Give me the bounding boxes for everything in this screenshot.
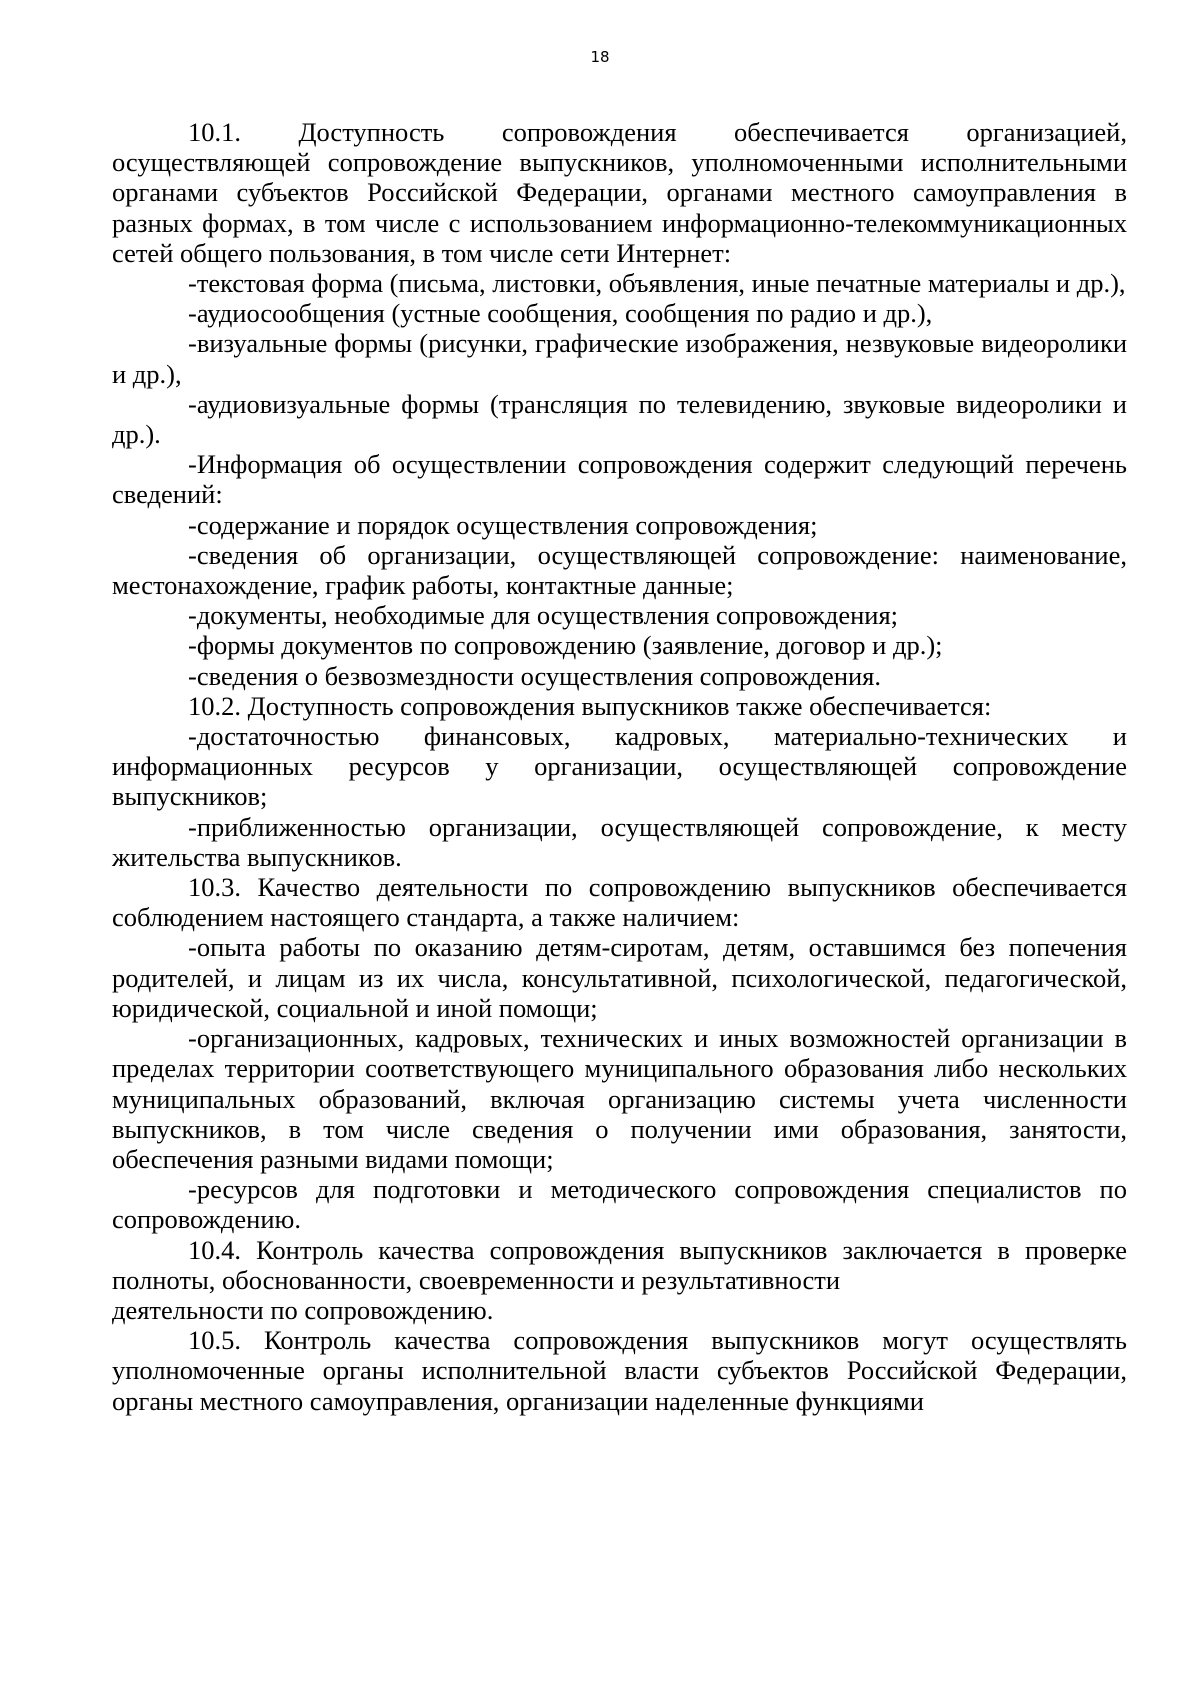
paragraph-10-2: 10.2. Доступность сопровождения выпускников также обеспечивается:	[188, 690, 992, 721]
paragraph-10-3: 10.3. Качество деятельности по сопровождению выпускников обеспечивается соблюдением настоящего стандарта, а также наличием:	[112, 872, 1127, 933]
list-item-document-forms: -формы документов по сопровождению (заявление, договор и др.);	[188, 630, 943, 661]
document-body	[112, 117, 1127, 1416]
list-item-text-form: -текстовая форма (письма, листовки, объявления, иные печатные материалы и др.),	[188, 268, 1126, 299]
list-item-audio-messages: -аудиосообщения (устные сообщения, сообщения по радио и др.),	[188, 298, 933, 329]
list-item-resources: -достаточностью финансовых, кадровых, материально-технических и информационных ресурсов у организации, осуществляющей сопровождение выпускников;	[112, 721, 1127, 812]
list-item-free-of-charge: -сведения о безвозмездности осуществления сопровождения.	[188, 660, 881, 691]
paragraph-10-4: 10.4. Контроль качества сопровождения выпускников заключается в проверке полноты, обоснованности, своевременности и результативности	[112, 1234, 1127, 1295]
list-item-organization-info: -сведения об организации, осуществляющей сопровождение: наименование, местонахождение, график работы, контактные данные;	[112, 539, 1127, 601]
paragraph-10-1: 10.1. Доступность сопровождения обеспечивается организацией, осуществляющей сопровождение выпускников, уполномоченными исполнительными органами субъектов Российской Федерации, органами местного самоуправления в разных формах, в том числе с использованием информационно-телекоммуникационных сетей общего пользования, в том числе сети Интернет:	[112, 117, 1127, 268]
list-item-audiovisual-forms: -аудиовизуальные формы (трансляция по телевидению, звуковые видеоролики и др.).	[112, 388, 1127, 450]
list-item-visual-forms: -визуальные формы (рисунки, графические изображения, незвуковые видеоролики и др.),	[112, 328, 1127, 389]
page-number: 18	[590, 48, 610, 66]
paragraph-10-5: 10.5. Контроль качества сопровождения выпускников могут осуществлять уполномоченные органы исполнительной власти субъектов Российской Федерации, органы местного самоуправления, организации наделенные функциями	[112, 1325, 1127, 1416]
list-item-information: -Информация об осуществлении сопровождения содержит следующий перечень сведений:	[112, 449, 1127, 510]
list-item-experience: -опыта работы по оказанию детям-сиротам, детям, оставшимся без попечения родителей, и лицам из их числа, консультативной, психологической, педагогической, юридической, социальной и иной помощи;	[112, 932, 1127, 1023]
list-item-specialist-resources: -ресурсов для подготовки и методического сопровождения специалистов по сопровождению.	[112, 1174, 1127, 1235]
list-item-content-order: -содержание и порядок осуществления сопровождения;	[188, 509, 818, 540]
list-item-proximity: -приближенностью организации, осуществляющей сопровождение, к месту жительства выпускников.	[112, 811, 1127, 872]
paragraph-10-4-continuation: деятельности по сопровождению.	[112, 1294, 494, 1325]
list-item-documents: -документы, необходимые для осуществления сопровождения;	[188, 600, 899, 631]
list-item-capabilities: -организационных, кадровых, технических и иных возможностей организации в пределах территории соответствующего муниципального образования либо нескольких муниципальных образований, включая организацию системы учета численности выпускников, в том числе сведения о получении ими образования, занятости, обеспечения разными видами помощи;	[112, 1023, 1127, 1174]
